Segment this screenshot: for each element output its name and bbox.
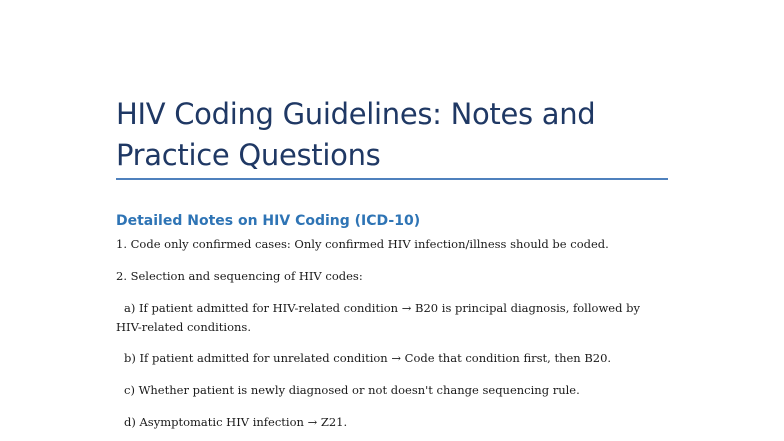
paragraph-rule-2c: c) Whether patient is newly diagnosed or not doesn't change sequencing rule.	[124, 383, 580, 397]
section-heading: Detailed Notes on HIV Coding (ICD-10)	[116, 213, 421, 229]
document-title: HIV Coding Guidelines: Notes and Practice Questions	[116, 97, 596, 172]
paragraph-rule-2: 2. Selection and sequencing of HIV codes:	[116, 269, 363, 283]
title-underline-divider	[116, 178, 668, 180]
paragraph-rule-2d: d) Asymptomatic HIV infection → Z21.	[124, 415, 348, 429]
paragraph-rule-2b: b) If patient admitted for unrelated condition → Code that condition first, then B20.	[124, 351, 612, 365]
paragraph-rule-1: 1. Code only confirmed cases: Only confirmed HIV infection/illness should be coded.	[116, 237, 609, 251]
paragraph-rule-2a: a) If patient admitted for HIV-related condition → B20 is principal diagnosis, followed by HIV-related conditions.	[116, 301, 640, 334]
